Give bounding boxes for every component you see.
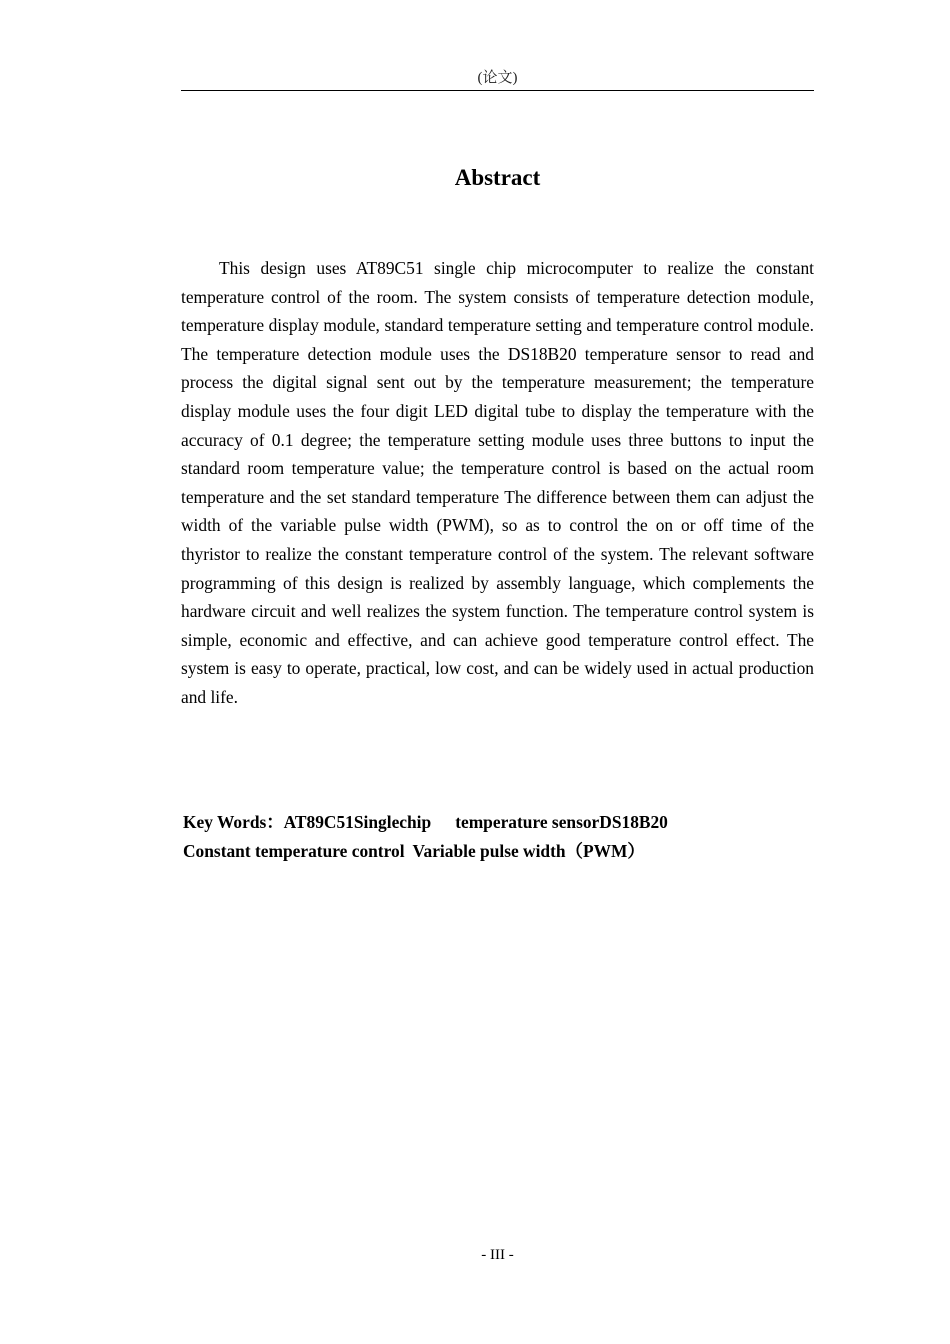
keyword-item: Constant temperature control — [183, 841, 405, 861]
header-rule — [181, 90, 814, 91]
abstract-title: Abstract — [454, 165, 541, 190]
keyword-item: temperature sensorDS18B20 — [455, 812, 668, 832]
keywords-label: Key Words： — [183, 812, 284, 832]
running-header: (论文) — [477, 70, 518, 86]
keyword-item: Variable pulse width（PWM） — [412, 841, 645, 861]
keywords-block — [183, 808, 823, 866]
page-number: - III - — [481, 1247, 514, 1263]
keywords-line-2 — [183, 837, 823, 866]
keyword-item: AT89C51Singlechip — [283, 812, 432, 832]
abstract-body: This design uses AT89C51 single chip microcomputer to realize the constant temperature control of the room. The system consists of temperature detection module, temperature display module, standard temperature setting and temperature control module. The temperature detection module uses the DS18B20 temperature sensor to read and process the digital signal sent out by the temperature measurement; the temperature display module uses the four digit LED digital tube to display the temperature with the accuracy of 0.1 degree; the temperature setting module uses three buttons to input the standard room temperature value; the temperature control is based on the actual room temperature and the set standard temperature The difference between them can adjust the width of the variable pulse width (PWM), so as to control the on or off time of the thyristor to realize the constant temperature control of the system. The relevant software programming of this design is realized by assembly language, which complements the hardware circuit and well realizes the system function. The temperature control system is simple, economic and effective, and can achieve good temperature control effect. The system is easy to operate, practical, low cost, and can be widely used in actual production and life. — [181, 258, 814, 707]
keywords-line-1 — [183, 808, 823, 837]
